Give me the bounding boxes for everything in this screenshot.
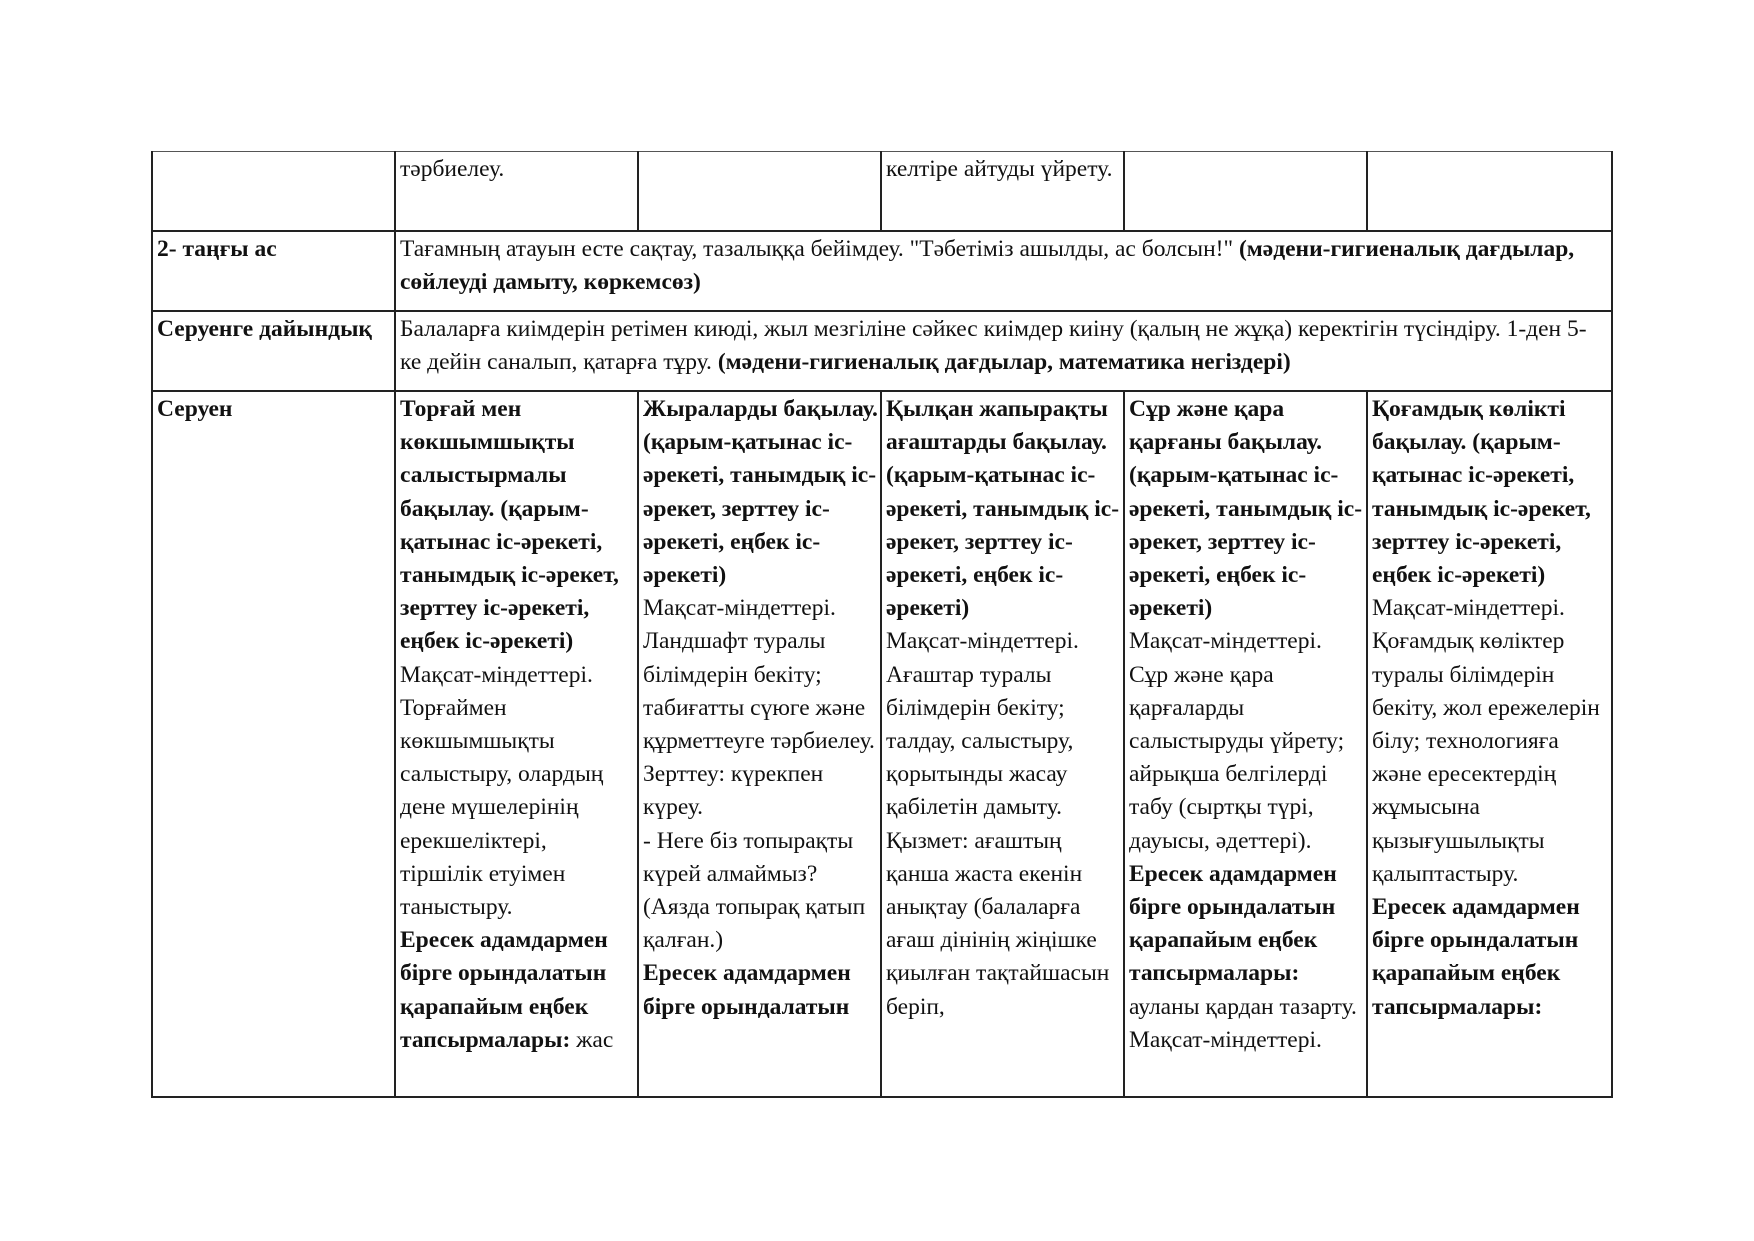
table-row [152, 391, 1612, 1097]
table-cell: Балаларға киімдерін ретімен киюді, жыл мезгіліне сәйкес киімдер киіну (қалың не жұқа) керектігін түсіндіру. 1-ден 5- ке дейін саналып, қатарға тұру. (мәдени-гигиеналық дағдылар, математика негіздері) [395, 311, 1612, 391]
table-cell: тәрбиелеу. [395, 152, 638, 232]
table-cell: Сұр және қара қарғаны бақылау. (қарым-қатынас іс-әрекеті, танымдық іс-әрекет, зерттеу іс-әрекеті, еңбек іс-әрекеті) Мақсат-міндеттері. Сұр және қара қарғаларды салыстыруды үйрету; айрықша белгілерді табу (сыртқы түрі, дауысы, әдеттері). Ересек адамдармен бірге орындалатын қарапайым еңбек тапсырмалары: ауланы қардан тазарту. Мақсат-міндеттері. [1124, 391, 1367, 1097]
table-cell: Жыраларды бақылау. (қарым-қатынас іс-әрекеті, танымдық іс-әрекет, зерттеу іс-әрекеті, еңбек іс-әрекеті) Мақсат-міндеттері. Ландшафт туралы білімдерін бекіту; табиғатты сүюге және құрметтеуге тәрбиелеу. Зерттеу: күрекпен күреу. - Неге біз топырақты күрей алмаймыз? (Аязда топырақ қатып қалған.) Ересек адамдармен бірге орындалатын [638, 391, 881, 1097]
row-label: Серуенге дайындық [152, 311, 395, 391]
table-cell: Тағамның атауын есте сақтау, тазалыққа бейімдеу. "Тәбетіміз ашылды, ас болсын!" (мәдени-гигиеналық дағдылар, сөйлеуді дамыту, көркемсөз) [395, 231, 1612, 311]
document-page [151, 151, 1611, 1098]
table-row [152, 152, 1612, 232]
table-cell [1367, 152, 1612, 232]
table-row [152, 231, 1612, 311]
table-cell [1124, 152, 1367, 232]
row-label: Серуен [152, 391, 395, 1097]
table-cell: келтіре айтуды үйрету. [881, 152, 1124, 232]
table-cell: Қылқан жапырақты ағаштарды бақылау. (қарым-қатынас іс-әрекеті, танымдық іс-әрекет, зерттеу іс-әрекеті, еңбек іс-әрекеті) Мақсат-міндеттері. Ағаштар туралы білімдерін бекіту; талдау, салыстыру, қорытынды жасау қабілетін дамыту. Қызмет: ағаштың қанша жаста екенін анықтау (балаларға ағаш дінінің жіңішке қиылған тақтайшасын беріп, [881, 391, 1124, 1097]
schedule-table [151, 151, 1613, 1098]
row-label: 2- таңғы ас [152, 231, 395, 311]
table-cell: Қоғамдық көлікті бақылау. (қарым-қатынас іс-әрекеті, танымдық іс-әрекет, зерттеу іс-әрекеті, еңбек іс-әрекеті) Мақсат-міндеттері. Қоғамдық көліктер туралы білімдерін бекіту, жол ережелерін білу; технологияға және ересектердің жұмысына қызығушылықты қалыптастыру. Ересек адамдармен бірге орындалатын қарапайым еңбек тапсырмалары: [1367, 391, 1612, 1097]
table-cell: Торғай мен көкшымшықты салыстырмалы бақылау. (қарым-қатынас іс-әрекеті, танымдық іс-әрекет, зерттеу іс-әрекеті, еңбек іс-әрекеті) Мақсат-міндеттері. Торғаймен көкшымшықты салыстыру, олардың дене мүшелерінің ерекшеліктері, тіршілік етуімен таныстыру. Ересек адамдармен бірге орындалатын қарапайым еңбек тапсырмалары: жас [395, 391, 638, 1097]
table-cell [152, 152, 395, 232]
table-cell [638, 152, 881, 232]
table-row [152, 311, 1612, 391]
